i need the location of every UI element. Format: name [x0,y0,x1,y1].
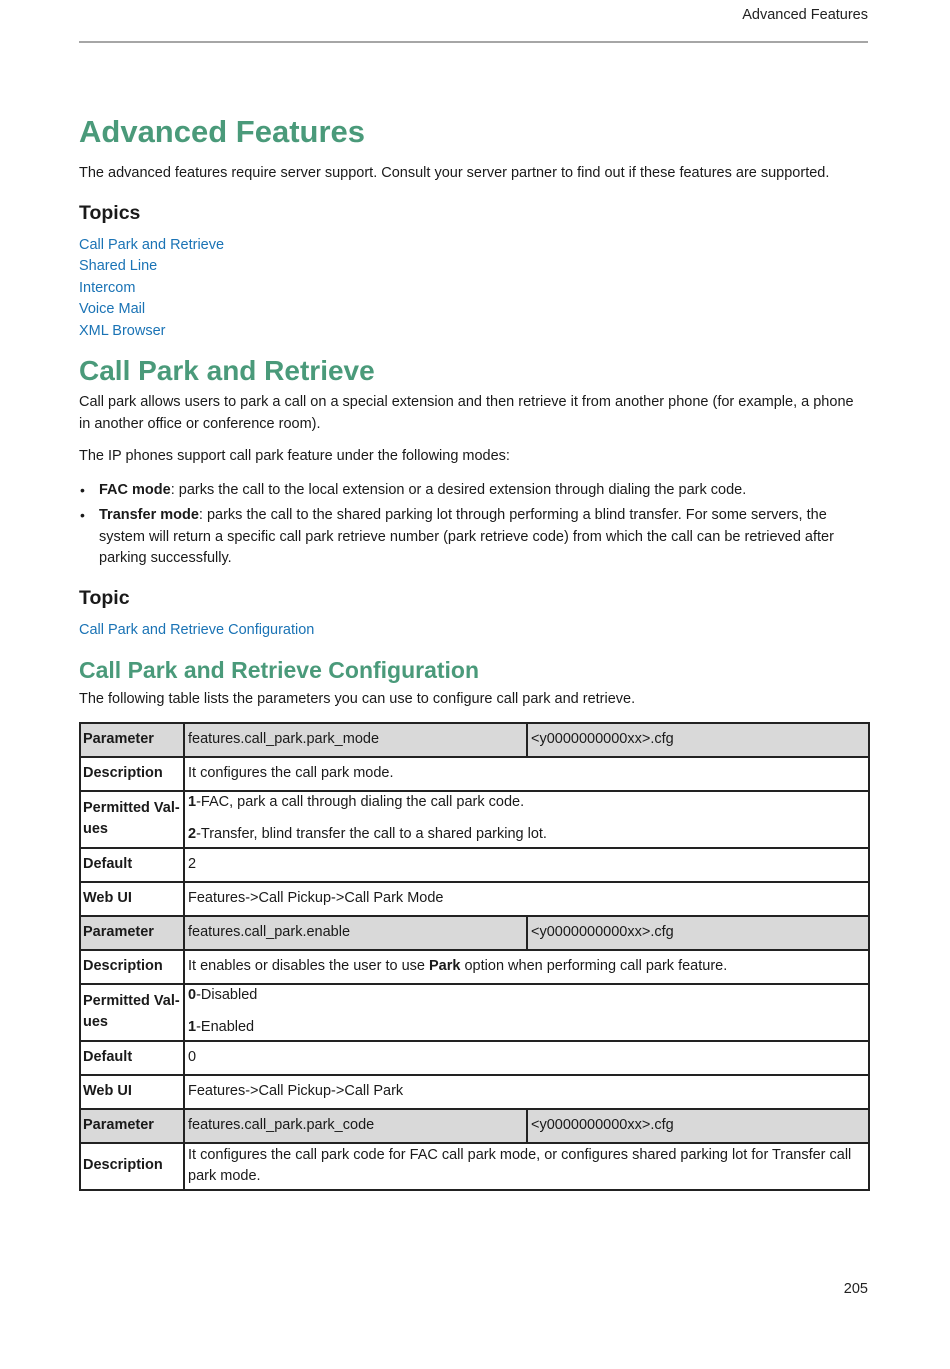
config-file: <y0000000000xx>.cfg [527,723,869,757]
parameter-name: features.call_park.park_code [184,1109,527,1143]
table-row [80,984,869,1041]
permitted-value-text: -Transfer, blind transfer the call to a shared parking lot. [196,826,547,842]
table-row [80,791,869,848]
default-label: Default [80,848,184,882]
permitted-value-code: 1 [188,1019,197,1035]
list-item-text: : parks the call to the shared parking lot through performing a blind transfer. For some servers, the system will return a specific call park retrieve number (park retrieve code) from which the call can be retrieved after parking successfully. [99,507,834,566]
description-value: It configures the call park code for FAC call park mode, or configures shared parking lot for Transfer call park mode. [184,1143,869,1190]
parameters-table [79,722,870,1191]
permitted-value [188,1017,865,1039]
permitted-values [184,791,869,848]
default-label: Default [80,1041,184,1075]
topic-link-intercom[interactable]: Intercom [79,279,136,296]
topic-link-configuration[interactable]: Call Park and Retrieve Configuration [79,621,315,638]
description-value [184,950,869,984]
config-heading: Call Park and Retrieve Configuration [79,657,480,683]
list-item [79,480,868,502]
parameter-label: Parameter [80,723,184,757]
table-row [80,1075,869,1109]
table-row [80,882,869,916]
permitted-value-code: 2 [188,826,197,842]
parameter-name: features.call_park.enable [184,916,527,950]
topic-link-xml-browser[interactable]: XML Browser [79,322,166,339]
permitted-value-text: -Disabled [196,986,258,1003]
header-rule [79,41,868,43]
web-ui-path: Features->Call Pickup->Call Park Mode [184,882,869,916]
permitted-value-text: -Enabled [196,1019,255,1035]
description-label: Description [80,1143,184,1190]
list-item-term: Transfer mode [99,507,199,523]
call-park-paragraph-2: The IP phones support call park feature under the following modes: [79,448,510,464]
description-bold-term: Park [429,957,461,974]
permitted-value [188,824,865,846]
description-text: It enables or disables the user to use [188,957,430,974]
permitted-value-code: 0 [188,986,197,1003]
intro-paragraph: The advanced features require server support. Consult your server partner to find out if these features are supported. [79,165,830,181]
table-row [80,950,869,984]
topic-link-voice-mail[interactable]: Voice Mail [79,301,146,317]
topic-heading: Topic [79,586,130,609]
permitted-value [188,792,865,814]
permitted-value [188,985,865,1007]
table-row [80,916,869,950]
topics-list [79,235,868,343]
config-intro: The following table lists the parameters you can use to configure call park and retrieve. [79,691,636,707]
permitted-value-code: 1 [188,793,197,810]
default-value: 2 [184,848,869,882]
description-label: Description [80,950,184,984]
topic-link-shared-line[interactable]: Shared Line [79,258,158,274]
config-file: <y0000000000xx>.cfg [527,1109,869,1143]
description-text: option when performing call park feature. [460,957,728,974]
web-ui-path: Features->Call Pickup->Call Park [184,1075,869,1109]
page-number: 205 [843,1281,868,1297]
page-content [79,112,868,1191]
page-title: Advanced Features [79,114,365,149]
default-value: 0 [184,1041,869,1075]
parameter-label: Parameter [80,916,184,950]
permitted-value-text: -FAC, park a call through dialing the call park code. [196,793,525,810]
list-item-text: : parks the call to the local extension or a desired extension through dialing the park code. [170,481,747,498]
mode-list [79,480,868,570]
page-header-title: Advanced Features [742,7,868,23]
permitted-values [184,984,869,1041]
config-file: <y0000000000xx>.cfg [527,916,869,950]
permitted-values-label: Permitted Val-ues [80,984,184,1041]
description-label: Description [80,757,184,791]
table-row [80,757,869,791]
table-row [80,723,869,757]
topic-link-call-park[interactable]: Call Park and Retrieve [79,236,225,253]
call-park-heading: Call Park and Retrieve [79,355,375,386]
parameter-name: features.call_park.park_mode [184,723,527,757]
permitted-values-label: Permitted Val-ues [80,791,184,848]
list-item-term: FAC mode [99,481,171,498]
table-row [80,1143,869,1190]
description-value: It configures the call park mode. [184,757,869,791]
list-item [79,505,868,570]
web-ui-label: Web UI [80,1075,184,1109]
parameter-label: Parameter [80,1109,184,1143]
table-row [80,848,869,882]
web-ui-label: Web UI [80,882,184,916]
topics-heading: Topics [79,201,141,224]
table-row [80,1041,869,1075]
call-park-paragraph-1: Call park allows users to park a call on a special extension and then retrieve it from another phone (for example, a phone in another office or conference room). [79,394,854,432]
table-row [80,1109,869,1143]
